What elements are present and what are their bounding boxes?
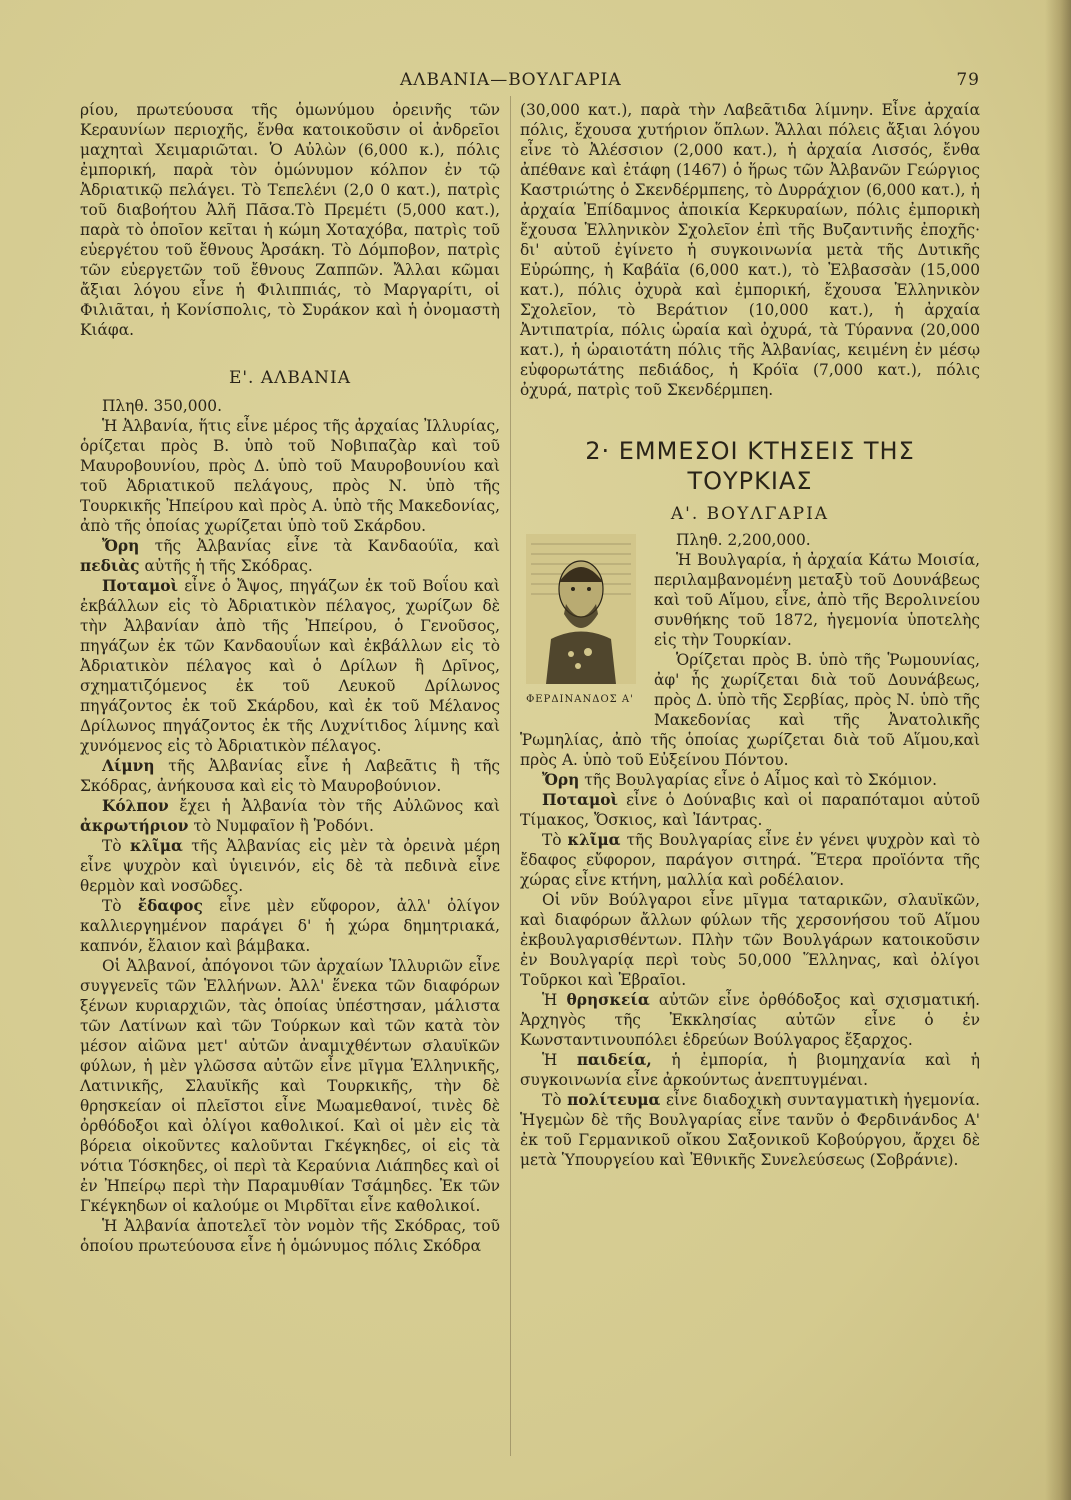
text: ἔχει ἡ Ἀλβανία τὸν τῆς Αὐλῶνος καὶ [168,797,500,815]
column-divider [510,96,511,1456]
text: Τὸ [102,897,138,915]
term: Ποταμοὶ [542,791,618,809]
paragraph-government [520,1090,980,1170]
page-spine-shadow [1045,0,1071,1500]
text: εἶνε διαδοχικὴ συνταγματικὴ ἡγεμονία. Ἡγεμὼν δὲ τῆς Βουλγαρίας εἶνε τανῦν ὁ Φερδινάνδος Α' ἐκ τοῦ Γερμανικοῦ οἴκου Σαξονικοῦ Κοβούργου, ἄρχει δὲ μετὰ Ὑπουργείου καὶ Ἐθνικῆς Συνελεύσεως (Σοβράνιε). [520,1091,980,1169]
text: τῆς Βουλγαρίας εἶνε ἐν γένει ψυχρὸν καὶ τὸ ἔδαφος εὔφορον, παράγον σιτηρά. Ἕτερα προϊόντα τῆς χώρας εἶνε κτήνη, μαλλία καὶ ροδέλαιον. [520,831,980,889]
paragraph-gulf [80,796,500,836]
right-column [520,100,980,1460]
portrait-engraving-icon [526,534,636,684]
term: Ποταμοὶ [102,577,178,595]
left-column [80,100,500,1460]
paragraph: Οἱ νῦν Βούλγαροι εἶνε μῖγμα ταταρικῶν, σλαυϊκῶν, καὶ διαφόρων ἄλλων φύλων τῆς χερσονήσου τοῦ Αἵμου ἐκβουλγαρισθέντων. Πλὴν τῶν Βουλγάρων κατοικοῦσιν ἐν Βουλγαρίᾳ περὶ τοὺς 50,000 Ἕλληνας, καὶ ὀλίγοι Τοῦρκοι καὶ Ἑβραῖοι. [520,891,980,989]
text: ἡ ἐμπορία, ἡ βιομηχανία καὶ ἡ συγκοινωνία εἶνε ἀρκούντως ἀνεπτυγμέναι. [520,1051,981,1089]
text: Ἡ [542,1051,577,1069]
paragraph: Ὁρίζεται πρὸς Β. ὑπὸ τῆς Ῥωμουνίας, ἀφ' ἧς χωρίζεται διὰ τοῦ Δουνάβεως, πρὸς Δ. ὑπὸ τῆς Σερβίας, πρὸς Ν. ὑπὸ τῆς Μακεδονίας καὶ τῆς Ἀνατολικῆς Ῥωμηλίας, ἀπὸ τῆς ὁποίας χωρίζεται διὰ τοῦ Αἵμου,καὶ πρὸς Α. ὑπὸ τοῦ Εὐξείνου Πόντου. [520,651,980,769]
paragraph: Ἡ Ἀλβανία, ἥτις εἶνε μέρος τῆς ἀρχαίας Ἰλλυρίας, ὁρίζεται πρὸς Β. ὑπὸ τοῦ Νοβιπαζὰρ καὶ τοῦ Μαυροβουνίου, πρὸς Δ. ὑπὸ τοῦ Μαυροβουνίου καὶ τοῦ Ἀδριατικοῦ πελάγους, πρὸς Ν. ὑπὸ τῆς Τουρκικῆς Ἠπείρου καὶ πρὸς Α. ὑπὸ τῆς Μακεδονίας, ἀπὸ τῆς ὁποίας χωρίζεται ὑπὸ τοῦ Σκάρδου. [80,417,500,535]
paragraph-rivers [520,790,980,830]
text: αὐτῆς ἡ τῆς Σκόδρας. [139,557,313,575]
paragraph-soil [80,896,500,956]
paragraph-mountains [80,536,500,576]
term: κλῖμα [129,837,183,855]
portrait-image [526,534,636,684]
text: τὸ Νυμφαῖον ἢ Ῥοδόνι. [188,817,374,835]
section-heading-albania: Ε'. ΑΛΒΑΝΙΑ [228,368,352,388]
section-heading-turkey: 2· ΕΜΜΕΣΟΙ ΚΤΗΣΕΙΣ ΤΗΣ ΤΟΥΡΚΙΑΣ [585,437,915,495]
text: Τὸ [542,1091,568,1109]
running-header [80,70,980,96]
term: θρησκεία [566,991,650,1009]
text: εἶνε ὁ Δούναβις καὶ οἱ παραπόταμοι αὐτοῦ Τίμακος, Ὄσκιος, καὶ Ἰάντρας. [520,791,980,829]
term: πεδιὰς [80,557,140,575]
term: ἔδαφος [137,897,203,915]
paragraph: (30,000 κατ.), παρὰ τὴν Λαβεᾶτιδα λίμνην. Εἶνε ἀρχαία πόλις, ἔχουσα χυτήριον ὅπλων. Ἄλλαι πόλεις ἄξιαι λόγου εἶνε τὸ Ἀλέσσιον (2,000 κατ.), ἡ ἀρχαία Λισσός, ἔνθα ἀπέθανε καὶ ἐτάφη (1467) ὁ ἥρως τῶν Ἀλβανῶν Γεώργιος Καστριώτης ὁ Σκενδέρμπεης, τὸ Δυρράχιον (6,000 κατ.), ἡ ἀρχαία Ἐπίδαμνος ἀποικία Κερκυραίων, πόλις ἐμπορικὴ ἔχουσα Ἑλληνικὸν Σχολεῖον ἐπὶ τῆς Βυζαντινῆς ἐποχῆς· δι' αὐτοῦ ἐγίνετο ἡ συγκοινωνία μετὰ τῆς Δυτικῆς Εὐρώπης, ἡ Καβάϊα (6,000 κατ.), τὸ Ἐλβασσὰν (15,000 κατ.), πόλις ὀχυρὰ καὶ ἐμπορική, ἔχουσα Ἑλληνικὸν Σχολεῖον, τὸ Βεράτιον (10,000 κατ.), ἡ ἀρχαία Ἀντιπατρία, πόλις ὡραία καὶ ὀχυρά, τὰ Τύραννα (20,000 κατ.), ἡ ὡραιοτάτη πόλις τῆς Ἀλβανίας, κειμένη ἐν μέσῳ εὐφορωτάτης πεδιάδος, ἡ Κρόϊα (7,000 κατ.), πόλις ὀχυρά, πατρὶς τοῦ Σκενδέρμπεη. [520,101,980,399]
paragraph: Ἡ Βουλγαρία, ἡ ἀρχαία Κάτω Μοισία, περιλαμβανομένη μεταξὺ τοῦ Δουνάβεως καὶ τοῦ Αἵμου, εἶνε, ἀπὸ τῆς Βερολινείου συνθήκης τοῦ 1872, ἡγεμονία ὑποτελὴς εἰς τὴν Τουρκίαν. [654,551,980,649]
paragraph-religion [520,990,980,1050]
term: Ὄρη [102,537,140,555]
population-line: Πληθ. 2,200,000. [676,531,811,549]
text: τῆς Ἀλβανίας εἶνε τὰ Κανδαούϊα, καὶ [139,537,500,555]
population-line: Πληθ. 350,000. [102,397,222,415]
term: ἀκρωτήριον [80,817,189,835]
paragraph-lake [80,756,500,796]
text: εἶνε μὲν εὔφορον, ἀλλ' ὀλίγον καλλιεργημένον παράγει δ' ἡ χώρα δημητριακά, καπνόν, ἔλαιον καὶ βάμβακα. [80,897,500,955]
text: Τὸ [102,837,130,855]
term: Ὄρη [542,771,580,789]
text: τῆς Ἀλβανίας εἶνε ἡ Λαβεᾶτις ἢ τῆς Σκόδρας, ἀνήκουσα καὶ εἰς τὸ Μαυροβούνιον. [80,757,500,795]
text: Τὸ [542,831,568,849]
paragraph-climate [520,830,980,890]
text: Ἡ [542,991,567,1009]
text: εἶνε ὁ Ἄψος, πηγάζων ἐκ τοῦ Βοΐου καὶ ἐκβάλλων εἰς τὸ Ἀδριατικὸν πέλαγος, χωρίζων δὲ τὴν Ἀλβανίαν ἀπὸ τῆς Ἠπείρου, ὁ Γενοῦσος, πηγάζων ἐκ τῶν Κανδαουΐων καὶ ἐκβάλλων εἰς τὸ Ἀδριατικὸν πέλαγος καὶ ὁ Δρίλων ἢ Δρῖνος, σχηματιζόμενος ἐκ τοῦ Λευκοῦ Δρίλωνος πηγάζοντος ἐκ τοῦ Σκάρδου, καὶ ἐκ τοῦ Μέλανος Δρίλωνος πηγάζοντος ἐκ τῆς Λυχνίτιδος λίμνης καὶ χυνόμενος εἰς τὸ Ἀδριατικὸν πέλαγος. [80,577,500,755]
term: κλῖμα [567,831,621,849]
paragraph: ρίου, πρωτεύουσα τῆς ὁμωνύμου ὀρεινῆς τῶν Κεραυνίων περιοχῆς, ἔνθα κατοικοῦσιν οἱ ἀνδρεῖοι μαχηταὶ Χειμαριῶται. Ὁ Αὐλὼν (6,000 κ.), πόλις ἐμπορική, παρὰ τὸν ὁμώνυμον κόλπον ἐν τῷ Ἀδριατικῷ πελάγει. Τὸ Τεπελένι (2,0 0 κατ.), πατρὶς τοῦ διαβοήτου Ἀλῆ Πᾶσα.Τὸ Πρεμέτι (5,000 κατ.), παρὰ τὸ ὁποῖον κεῖται ἡ κώμη Χοταχόβα, πατρὶς τοῦ εὐεργέτου τοῦ ἔθνους Ἀρσάκη. Τὸ Δόμποβον, πατρὶς τῶν εὐεργετῶν τοῦ ἔθνους Ζαππῶν. Ἄλλαι κῶμαι ἄξιαι λόγου εἶνε ἡ Φιλιππιάς, τὸ Μαργαρίτι, οἱ Φιλιᾶται, ἡ Κονίσπολις, τὸ Συράκον καὶ ἡ ὀνομαστὴ Κιάφα. [80,101,500,339]
text: τῆς Βουλγαρίας εἶνε ὁ Αἷμος καὶ τὸ Σκόμιον. [579,771,938,789]
paragraph-rivers [80,576,500,756]
term: Κόλπον [102,797,169,815]
term: παιδεία, [576,1051,652,1069]
text: τῆς Ἀλβανίας εἰς μὲν τὰ ὀρεινὰ μέρη εἶνε ψυχρὸν καὶ ὑγιεινόν, εἰς δὲ τὰ πεδινὰ εἶνε θερμὸν καὶ νοσῶδες. [80,837,500,895]
paragraph-mountains [520,770,980,790]
paragraph-education [520,1050,980,1090]
text: αὐτῶν εἶνε ὀρθόδοξος καὶ σχισματική. Ἀρχηγὸς τῆς Ἐκκλησίας αὐτῶν εἶνε ὁ ἐν Κωνσταντινουπόλει ἑδρεύων Βούλγαρος ἔξαρχος. [520,991,980,1049]
term: πολίτευμα [567,1091,661,1109]
paragraph: Ἡ Ἀλβανία ἀποτελεῖ τὸν νομὸν τῆς Σκόδρας, τοῦ ὁποίου πρωτεύουσα εἶνε ἡ ὁμώνυμος πόλις Σκόδρα [80,1217,500,1255]
portrait-figure [520,534,640,710]
paragraph: Οἱ Ἀλβανοί, ἀπόγονοι τῶν ἀρχαίων Ἰλλυριῶν εἶνε συγγενεῖς τῶν Ἑλλήνων. Ἀλλ' ἕνεκα τῶν διαφόρων ξένων κυριαρχιῶν, τὰς ὁποίας ὑπέστησαν, μάλιστα τῶν Λατίνων καὶ τῶν Τούρκων καὶ τῶν κατὰ τὸν μέσον αἰῶνα μετ' αὐτῶν ἀναμιχθέντων σλαυϊκῶν φύλων, ἡ μὲν γλῶσσα αὐτῶν εἶνε μῖγμα Ἑλληνικῆς, Λατινικῆς, Σλαυϊκῆς καὶ Τουρκικῆς, τὴν δὲ θρησκείαν οἱ πλεῖστοι εἶνε Μωαμεθανοί, τινὲς δὲ ὀρθόδοξοι καὶ ὀλίγοι καθολικοί. Καὶ οἱ μὲν εἰς τὰ βόρεια οἰκοῦντες καλοῦνται Γκέγκηδες, οἱ εἰς τὰ νότια Τόσκηδες, οἱ περὶ τὰ Κεραύνια Λιάπηδες καὶ οἱ ἐν Ἠπείρῳ περὶ τὴν Παραμυθίαν Τσάμηδες. Ἐκ τῶν Γκέγκηδων οἱ καλούμε οι Μιρδῖται εἶνε καθολικοί. [80,957,500,1215]
portrait-caption: ΦΕΡΔΙΝΑΝΔΟΣ Α' [526,694,634,705]
section-heading-bulgaria: Α'. ΒΟΥΛΓΑΡΙΑ [670,504,830,524]
term: Λίμνη [102,757,155,775]
page-number: 79 [956,70,980,90]
header-title: ΑΛΒΑΝΙΑ—ΒΟΥΛΓΑΡΙΑ [400,70,622,90]
paragraph-climate [80,836,500,896]
